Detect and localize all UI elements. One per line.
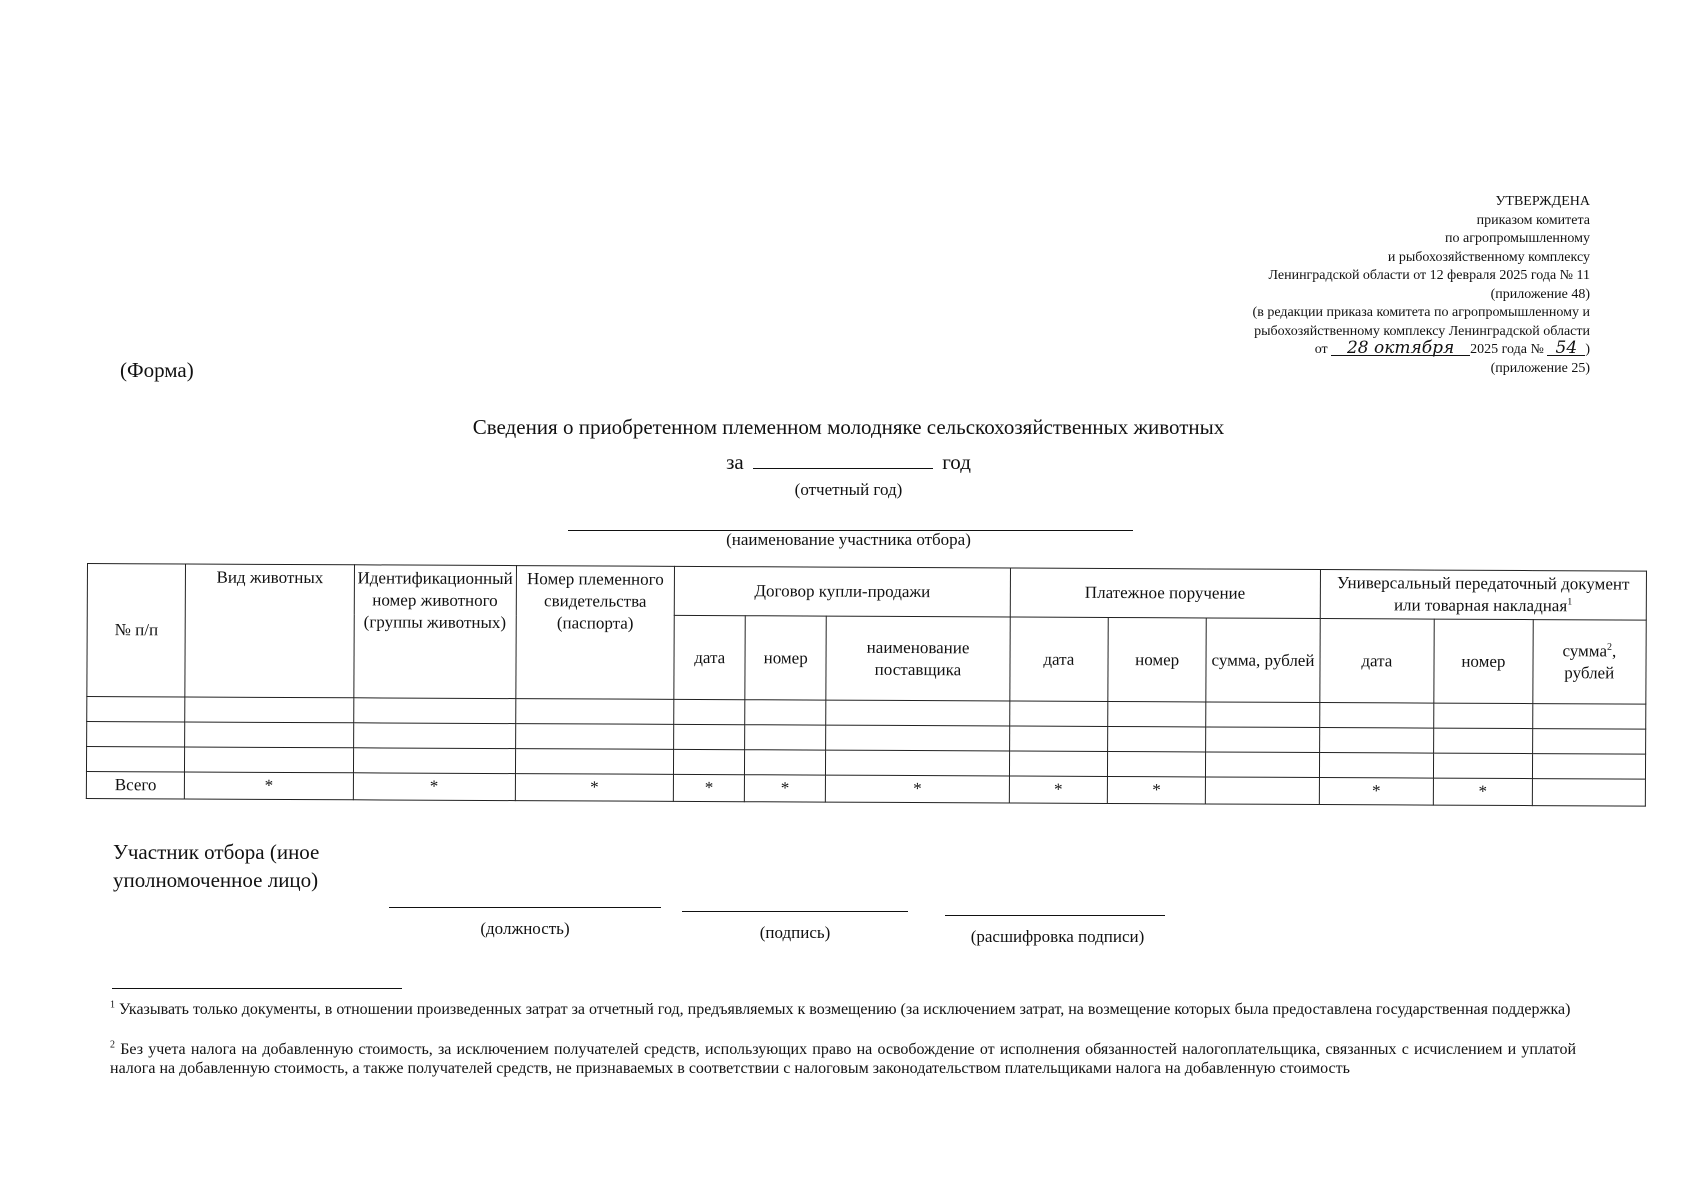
handwritten-date: 28 октября — [1331, 341, 1470, 356]
table-cell[interactable] — [826, 750, 1010, 776]
table-cell[interactable] — [515, 749, 674, 775]
table-cell[interactable] — [826, 700, 1010, 726]
star-cell: * — [825, 775, 1009, 803]
year-blank-field[interactable] — [753, 450, 933, 469]
position-field[interactable] — [389, 907, 661, 908]
signature-decoding-field[interactable] — [945, 915, 1165, 916]
table-cell[interactable] — [515, 724, 674, 750]
approval-line: (в редакции приказа комитета по агропромышленному и — [1252, 305, 1590, 320]
table-cell[interactable] — [86, 747, 185, 772]
approval-line: рыбохозяйственному комплексу Ленинградской области — [1254, 323, 1590, 339]
star-cell: * — [674, 774, 745, 801]
table-cell[interactable] — [1434, 703, 1533, 728]
table-cell[interactable] — [745, 750, 826, 775]
table-cell[interactable] — [353, 748, 515, 774]
footnote-mark: 1 — [110, 999, 115, 1011]
total-payment-sum-cell[interactable] — [1206, 777, 1319, 805]
star-cell: * — [185, 772, 353, 800]
star-cell: * — [1433, 778, 1532, 805]
caption-signature: (подпись) — [759, 923, 831, 942]
footnote-1 — [110, 1000, 1576, 1019]
table-header-row — [87, 564, 1646, 621]
table-cell[interactable] — [1009, 751, 1107, 776]
caption-signature-decoding: (расшифровка подписи) — [970, 927, 1145, 946]
footnote-text: Указывать только документы, в отношении произведенных затрат за отчетный год, предъявляемых к возмещению (за исключением затрат, на возмещение которых была предоставлена государственная поддержка) — [119, 1001, 1571, 1018]
livestock-table — [86, 563, 1647, 807]
table-cell[interactable] — [1434, 753, 1533, 778]
footnote-ref-1: 1 — [1567, 596, 1573, 608]
table-cell[interactable] — [1107, 751, 1206, 776]
document-title: Сведения о приобретенном племенном молодняке сельскохозяйственных животных — [472, 415, 1225, 439]
header-upd — [1320, 570, 1647, 621]
table-cell[interactable] — [1107, 726, 1206, 751]
table-cell[interactable] — [1206, 727, 1319, 753]
subheader-payment-sum: сумма, рублей — [1206, 618, 1320, 703]
table-cell[interactable] — [87, 697, 186, 722]
form-label: (Форма) — [120, 358, 194, 382]
caption-position: (должность) — [480, 919, 570, 938]
footnote-divider — [112, 988, 402, 989]
table-cell[interactable] — [674, 699, 745, 724]
table-cell[interactable] — [1206, 702, 1319, 728]
header-certificate: Номер племенного свидетельства (паспорта) — [516, 566, 675, 700]
subheader-payment-date: дата — [1010, 617, 1108, 701]
approval-from: от — [1314, 342, 1328, 357]
star-cell: * — [744, 775, 825, 802]
table-cell[interactable] — [1319, 703, 1434, 729]
table-cell[interactable] — [1319, 728, 1434, 754]
header-payment: Платежное поручение — [1010, 568, 1320, 619]
caption-name: (наименование участника отбора) — [726, 530, 971, 549]
participant-line: Участник отбора (иное — [113, 840, 320, 864]
title-year-line — [0, 450, 1697, 475]
table-cell[interactable] — [674, 724, 745, 749]
footnote-ref-2: 2 — [1607, 641, 1613, 653]
approval-line: (приложение 25) — [1490, 360, 1590, 376]
subheader-contract-date: дата — [674, 615, 745, 699]
table-cell[interactable] — [1206, 752, 1319, 778]
table-cell[interactable] — [1010, 701, 1108, 726]
table-cell[interactable] — [1009, 726, 1107, 751]
signature-field[interactable] — [682, 911, 908, 912]
header-id-number: Идентификационный номер животного (группы животных) — [353, 565, 516, 699]
approval-close-paren: ) — [1585, 342, 1590, 357]
star-cell: * — [1319, 778, 1434, 806]
header-species: Вид животных — [185, 564, 354, 698]
approval-line: Ленинградской области от 12 февраля 2025 года № 11 — [1268, 268, 1590, 283]
approval-line-edition — [1160, 338, 1590, 360]
total-upd-sum-cell[interactable] — [1532, 779, 1646, 807]
table-cell[interactable] — [745, 700, 826, 725]
star-cell: * — [353, 773, 515, 801]
title-god: год — [942, 450, 971, 474]
table-cell[interactable] — [1108, 701, 1207, 726]
star-cell: * — [1009, 776, 1107, 803]
participant-label — [113, 838, 319, 894]
subheader-payment-number: номер — [1108, 617, 1207, 701]
table-cell[interactable] — [1434, 728, 1533, 753]
title-za: за — [726, 450, 744, 474]
table-cell[interactable] — [674, 749, 745, 774]
subheader-contract-number: номер — [745, 616, 826, 700]
subheader-upd-sum — [1532, 620, 1646, 705]
subheader-supplier: наименование поставщика — [826, 616, 1010, 701]
header-contract: Договор купли-продажи — [674, 566, 1010, 617]
table-cell[interactable] — [826, 725, 1010, 751]
caption-year: (отчетный год) — [794, 480, 903, 499]
approval-line: по агропромышленному — [1445, 231, 1590, 246]
approval-line: и рыбохозяйственному комплексу — [1387, 249, 1590, 265]
table-cell[interactable] — [87, 722, 186, 747]
footnote-mark: 2 — [110, 1039, 115, 1051]
table-cell[interactable] — [185, 697, 353, 723]
approval-block — [1160, 193, 1590, 378]
table-cell[interactable] — [745, 725, 826, 750]
approval-year: 2025 года № — [1470, 342, 1544, 357]
subheader-upd-date: дата — [1319, 619, 1434, 704]
footnote-text: Без учета налога на добавленную стоимость, за исключением получателей средств, использующих право на освобождение от исполнения обязанностей налогоплательщика, связанных с исчислением и уплатой налога на добавленную стоимость, а также получателей средств, не признаваемых в соответствии с налоговым законодательством плательщиками налога на добавленную стоимость — [110, 1041, 1577, 1077]
table-cell[interactable] — [353, 698, 515, 724]
table-cell[interactable] — [185, 722, 353, 748]
approval-line: (приложение 48) — [1490, 286, 1590, 302]
table-cell[interactable] — [1532, 729, 1646, 755]
subheader-upd-sum-a: сумма — [1562, 640, 1608, 660]
footnote-2 — [110, 1040, 1576, 1078]
header-num: № п/п — [87, 564, 186, 697]
table-cell[interactable] — [1319, 753, 1434, 779]
table-cell[interactable] — [1532, 704, 1646, 730]
participant-line: уполномоченное лицо) — [113, 868, 319, 892]
subheader-upd-sum-b: , рублей — [1564, 640, 1617, 682]
approval-line: УТВЕРЖДЕНА — [1495, 194, 1590, 209]
table-cell[interactable] — [515, 699, 674, 725]
table-cell[interactable] — [185, 747, 353, 773]
subheader-upd-number: номер — [1434, 619, 1533, 703]
header-upd-text: Универсальный передаточный документ или товарная накладная — [1336, 573, 1630, 616]
total-label: Всего — [86, 771, 185, 798]
approval-line: приказом комитета — [1476, 212, 1590, 228]
star-cell: * — [515, 774, 674, 802]
star-cell: * — [1107, 776, 1206, 803]
table-cell[interactable] — [1532, 754, 1646, 780]
handwritten-number: 54 — [1547, 341, 1585, 356]
table-cell[interactable] — [353, 723, 515, 749]
